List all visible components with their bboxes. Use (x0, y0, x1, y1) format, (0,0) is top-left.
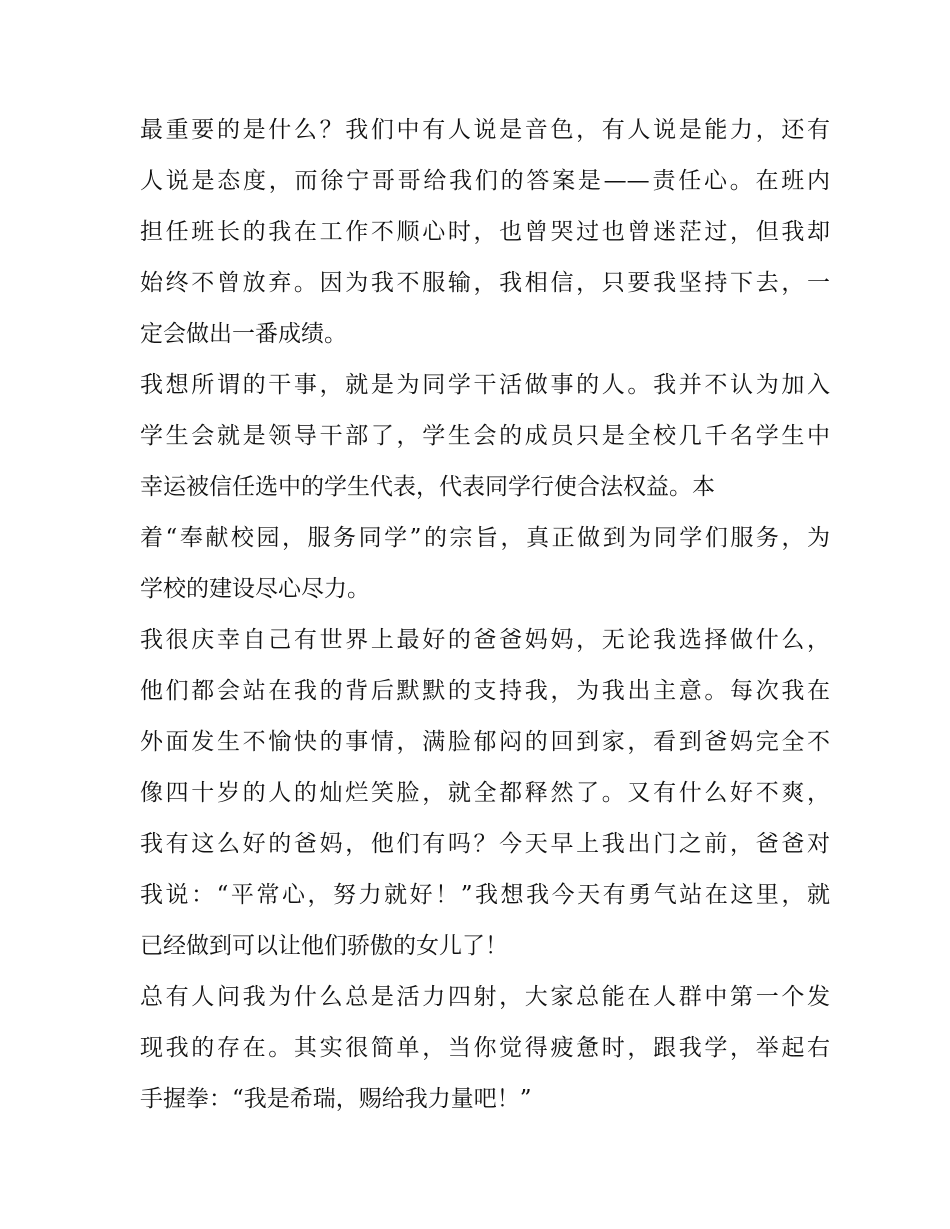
text-line: 我说：“平常心，努力就好！”我想我今天有勇气站在这里，就 (140, 882, 830, 908)
text-line: 现我的存在。其实很简单，当你觉得疲惫时，跟我学，举起右 (140, 1035, 830, 1061)
text-line: 我很庆幸自己有世界上最好的爸爸妈妈，无论我选择做什么， (140, 627, 830, 653)
text-line: 已经做到可以让他们骄傲的女儿了！ (140, 933, 508, 959)
text-line: 最重要的是什么？我们中有人说是音色，有人说是能力，还有 (140, 117, 830, 143)
text-line: 外面发生不愉快的事情，满脸郁闷的回到家，看到爸妈完全不 (140, 729, 830, 755)
paragraph-2 (140, 360, 830, 615)
text-line: 着“奉献校园，服务同学”的宗旨，真正做到为同学们服务，为 (140, 525, 830, 551)
paragraph-4 (140, 972, 830, 1125)
paragraph-1 (140, 105, 830, 360)
text-line: 定会做出一番成绩。 (140, 321, 347, 347)
text-line: 始终不曾放弃。因为我不服输，我相信，只要我坚持下去，一 (140, 270, 830, 296)
text-line: 像四十岁的人的灿烂笑脸，就全都释然了。又有什么好不爽， (140, 780, 830, 806)
document-body (140, 105, 830, 1125)
text-line: 人说是态度，而徐宁哥哥给我们的答案是——责任心。在班内 (140, 168, 830, 194)
text-line: 手握拳：“我是希瑞，赐给我力量吧！” (140, 1086, 532, 1112)
text-line: 他们都会站在我的背后默默的支持我，为我出主意。每次我在 (140, 678, 830, 704)
text-line: 我有这么好的爸妈，他们有吗？今天早上我出门之前，爸爸对 (140, 831, 830, 857)
text-line: 担任班长的我在工作不顺心时，也曾哭过也曾迷茫过，但我却 (140, 219, 830, 245)
text-line: 幸运被信任选中的学生代表，代表同学行使合法权益。本 (140, 474, 715, 500)
text-line: 我想所谓的干事，就是为同学干活做事的人。我并不认为加入 (140, 372, 830, 398)
text-line: 学校的建设尽心尽力。 (140, 576, 370, 602)
text-line: 总有人问我为什么总是活力四射，大家总能在人群中第一个发 (140, 984, 830, 1010)
paragraph-3 (140, 615, 830, 972)
text-line: 学生会就是领导干部了，学生会的成员只是全校几千名学生中 (140, 423, 830, 449)
